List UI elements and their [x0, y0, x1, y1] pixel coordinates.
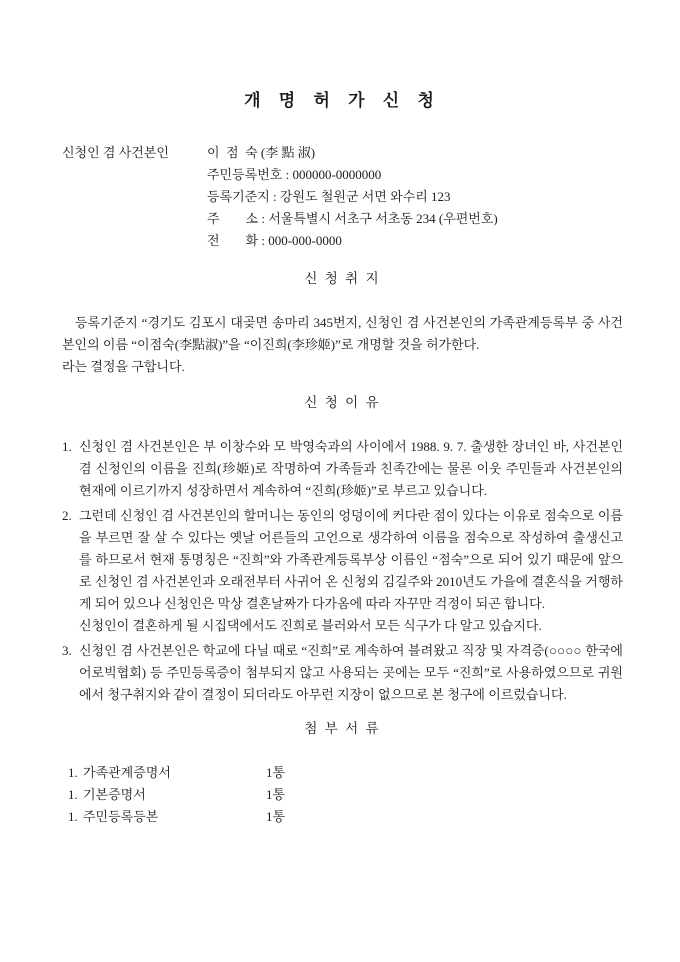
reasons-section-heading: 신 청 이 유 [304, 395, 381, 410]
reason-item-extra-line: 신청인이 결혼하게 될 시집댁에서도 진희로 블러와서 모든 식구가 다 알고 있습지다. [79, 618, 542, 633]
applicant-address: 주 소 : 서울특별시 서초구 서초동 234 (우편번호) [207, 211, 498, 226]
reason-item-number: 3. [62, 643, 72, 658]
attachment-row-family-certificate [68, 762, 623, 784]
attachment-list [62, 762, 623, 828]
attachment-number: 1. [68, 787, 78, 802]
reason-item-number: 1. [62, 439, 72, 454]
reason-item-body [79, 640, 623, 706]
document-title: 개 명 허 가 신 청 [244, 91, 441, 110]
attachment-name: 기본증명서 [83, 787, 146, 802]
reason-item-body [79, 436, 623, 502]
applicant-resident-number: 주민등록번호 : 000000-0000000 [207, 167, 382, 182]
attachment-number: 1. [68, 765, 78, 780]
applicant-registration-base: 등록기준지 : 강원도 철원군 서면 와수리 123 [207, 189, 451, 204]
attachment-name: 주민등록등본 [83, 809, 159, 824]
reason-item-text: 신청인 겸 사건본인은 부 이창수와 모 박영숙과의 사이에서 1988. 9. 7. 출생한 장녀인 바, 사건본인겸 신청인의 이름을 진희(珍姬)로 작명하여 가족들과 친족간에는 물론 이웃 주민들과 사건본인의 현재에 이르기까지 성장하면서 계속하여 “진희(珍姬)”로 부르고 있습니다. [79, 439, 623, 498]
purpose-closing-line: 라는 결정을 구합니다. [62, 359, 185, 374]
reason-item-body [79, 505, 623, 637]
reason-item-3 [62, 640, 623, 706]
purpose-body-paragraph: 등록기준지 “경기도 김포시 대곶면 송마리 345번지, 신청인 겸 사건본인의 가족관계등록부 중 사건본인의 이름 “이점숙(李點淑)”을 “이진희(李珍姬)”로 개명할 것을 허가한다. [62, 315, 623, 352]
applicant-name: 이 점 숙 (李 點 淑) [207, 145, 316, 160]
reason-item-text: 그런데 신청인 겸 사건본인의 할머니는 동인의 엉덩이에 커다란 점이 있다는 이유로 점숙으로 이름을 부르면 잘 살 수 있다는 옛날 어른들의 고언으로 생각하여 이름을 점숙으로 작성하여 출생신고를 하므로서 현재 통명칭은 “진희”와 가족관계등록부상 이름인 “점숙”으로 되어 있기 때문에 앞으로 신청인 겸 사건본인과 오래전부터 사귀어 온 신청외 김길주와 2010년도 가을에 결혼식을 거행하게 되어 있으나 신청인은 막상 결혼날짜가 다가옴에 따라 자꾸만 걱정이 되곤 합니다. [79, 508, 623, 611]
reason-item-number: 2. [62, 508, 72, 523]
attachment-count: 1통 [266, 765, 286, 780]
attachment-count: 1통 [266, 809, 286, 824]
applicant-block [62, 142, 623, 252]
applicant-role-label: 신청인 겸 사건본인 [62, 145, 169, 160]
reason-item-1 [62, 436, 623, 502]
attachment-row-basic-certificate [68, 784, 623, 806]
attachment-number: 1. [68, 809, 78, 824]
purpose-section-heading: 신 청 취 지 [304, 271, 381, 286]
reason-item-text: 신청인 겸 사건본인은 학교에 다닐 때로 “진희”로 계속하여 블려왔고 직장 및 자격증(○○○○ 한국에어로빅협회) 등 주민등록증이 첨부되지 않고 사용되는 곳에는 모두 “진희”로 사용하였으므로 귀원에서 청구취지와 같이 결정이 되더라도 아무런 지장이 없으므로 본 청구에 이르렀습니다. [79, 643, 623, 702]
reason-list [62, 436, 623, 706]
applicant-phone: 전 화 : 000-000-0000 [207, 233, 342, 248]
applicant-name-row [62, 142, 623, 164]
attachment-count: 1통 [266, 787, 286, 802]
attachment-name: 가족관계증명서 [83, 765, 171, 780]
reason-item-2 [62, 505, 623, 637]
attachments-section-heading: 첨 부 서 류 [304, 721, 381, 736]
attachment-row-resident-register [68, 806, 623, 828]
